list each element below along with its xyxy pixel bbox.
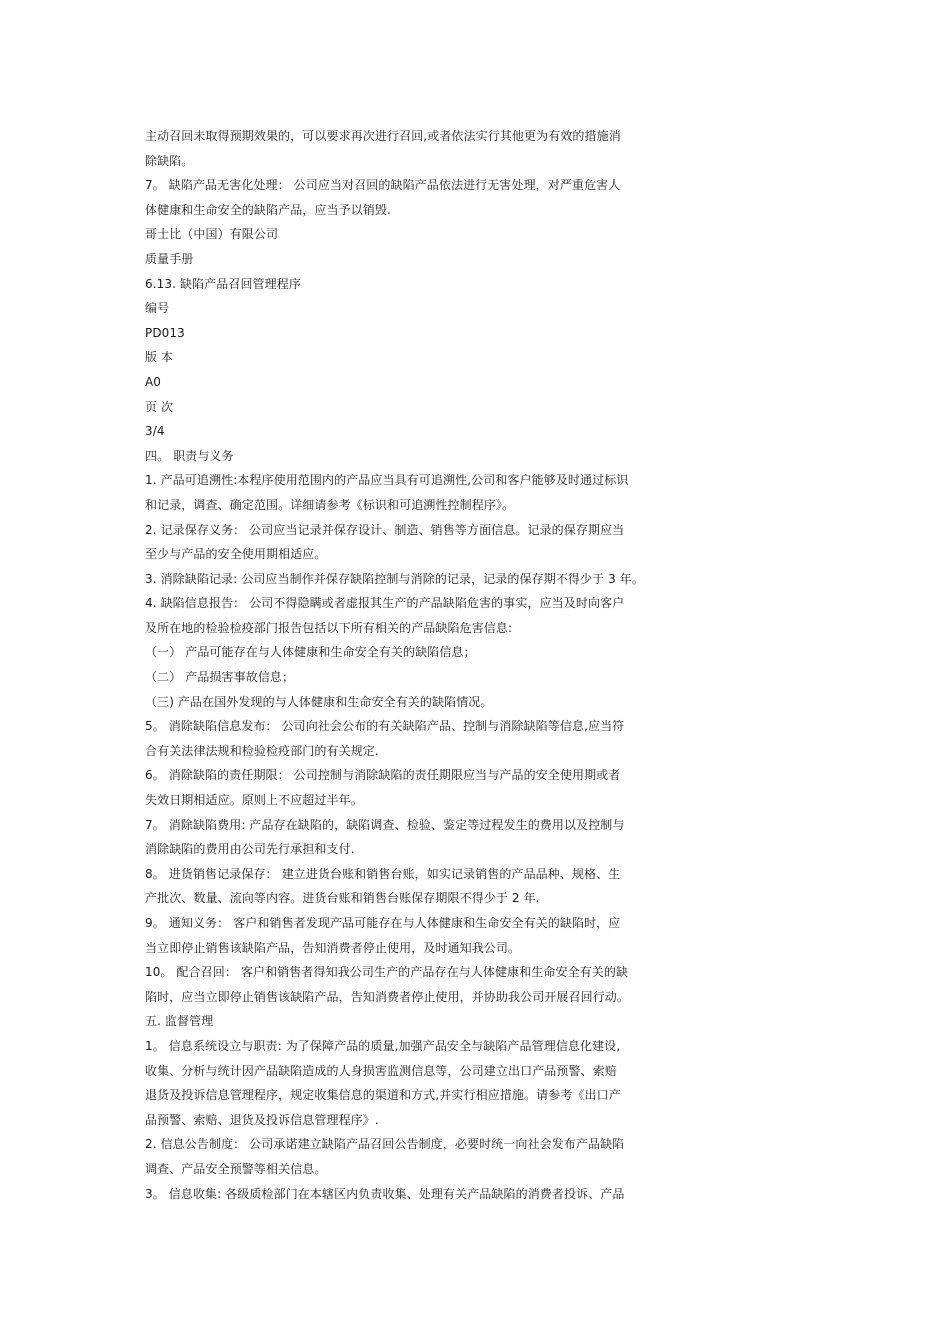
text-line: 9。 通知义务： 客户和销售者发现产品可能存在与人体健康和生命安全有关的缺陷时，应 (145, 916, 621, 930)
text-line: 7。 缺陷产品无害化处理： 公司应当对召回的缺陷产品依法进行无害处理，对严重危害人 (145, 178, 621, 193)
text-line: 体健康和生命安全的缺陷产品，应当予以销毁. (145, 202, 391, 217)
text-line: 质量手册 (145, 251, 194, 266)
text-line: 调查、产品安全预警等相关信息。 (145, 1161, 327, 1176)
text-line: 编号 (145, 301, 170, 316)
text-line: 4. 缺陷信息报告： 公司不得隐瞒或者虚报其生产的产品缺陷危害的事实，应当及时向客户 (145, 596, 625, 611)
text-line: 3. 消除缺陷记录: 公司应当制作并保存缺陷控制与消除的记录，记录的保存期不得少于 3 年。 (145, 571, 644, 586)
text-line: （一） 产品可能存在与人体健康和生命安全有关的缺陷信息； (145, 645, 476, 660)
text-line: 除缺陷。 (145, 153, 194, 168)
document-body (145, 124, 815, 1206)
text-line: 5。 消除缺陷信息发布： 公司向社会公布的有关缺陷产品、控制与消除缺陷等信息,应当符 (145, 719, 625, 734)
text-line: 失效日期相适应。原则上不应超过半年。 (145, 793, 363, 808)
text-line: 收集、分析与统计因产品缺陷造成的人身损害监测信息等，公司建立出口产品预警、索赔 (145, 1063, 617, 1078)
text-line: 至少与产品的安全使用期相适应。 (145, 547, 327, 562)
text-line: 1. 产品可追溯性:本程序使用范围内的产品应当具有可追溯性,公司和客户能够及时通过标识 (145, 473, 629, 488)
text-line: 产批次、数量、流向等内容。进货台账和销售台账保存期限不得少于 2 年. (145, 891, 540, 906)
text-line: 6。 消除缺陷的责任期限： 公司控制与消除缺陷的责任期限应当与产品的安全使用期或者 (145, 768, 621, 783)
text-line: 2. 信息公告制度： 公司承诺建立缺陷产品召回公告制度，必要时统一向社会发布产品缺陷 (145, 1137, 625, 1152)
text-line: A0 (145, 374, 162, 389)
text-line: 8。 进货销售记录保存： 建立进货台账和销售台账，如实记录销售的产品品种、规格、生 (145, 866, 621, 881)
text-line: （二） 产品损害事故信息； (145, 670, 295, 685)
text-line: 版 本 (145, 350, 174, 365)
text-line: 当立即停止销售该缺陷产品，告知消费者停止使用，及时通知我公司。 (145, 940, 521, 955)
text-line: 3/4 (145, 424, 165, 439)
text-line: 和记录，调查、确定范围。详细请参考《标识和可追溯性控制程序》。 (145, 497, 515, 512)
text-line: 消除缺陷的费用由公司先行承担和支付. (145, 842, 355, 857)
text-line: 主动召回未取得预期效果的，可以要求再次进行召回,或者依法实行其他更为有效的措施消 (145, 129, 621, 143)
text-line: 退货及投诉信息管理程序，规定收集信息的渠道和方式,并实行相应措施。请参考《出口产 (145, 1088, 621, 1103)
text-line: 四。 职责与义务 (145, 448, 234, 463)
text-line: 陷时，应当立即停止销售该缺陷产品，告知消费者停止使用，并协助我公司开展召回行动。 (145, 989, 630, 1004)
text-line: 五. 监督管理 (145, 1014, 214, 1029)
text-line: PD013 (145, 325, 185, 340)
text-line: 2. 记录保存义务： 公司应当记录并保存设计、制造、销售等方面信息。记录的保存期应当 (145, 522, 625, 537)
text-line: 及所在地的检验检疫部门报告包括以下所有相关的产品缺陷危害信息: (145, 620, 513, 635)
text-line: 1。 信息系统设立与职责: 为了保障产品的质量,加强产品安全与缺陷产品管理信息化建设, (145, 1038, 621, 1053)
text-line: 品预警、索赔、退货及投诉信息管理程序》. (145, 1112, 379, 1127)
text-line: （三) 产品在国外发现的与人体健康和生命安全有关的缺陷情况。 (145, 694, 493, 709)
text-line: 7。 消除缺陷费用: 产品存在缺陷的，缺陷调查、检验、鉴定等过程发生的费用以及控制与 (145, 817, 625, 832)
text-line: 页 次 (145, 399, 174, 414)
text-line: 哥士比（中国）有限公司 (145, 227, 279, 242)
text-line: 10。 配合召回： 客户和销售者得知我公司生产的产品存在与人体健康和生命安全有关的缺 (145, 965, 629, 980)
text-line: 合有关法律法规和检验检疫部门的有关规定. (145, 743, 379, 758)
text-line: 6.13. 缺陷产品召回管理程序 (145, 276, 301, 291)
text-line: 3。 信息收集: 各级质检部门在本辖区内负责收集、处理有关产品缺陷的消费者投诉、产品 (145, 1186, 625, 1201)
